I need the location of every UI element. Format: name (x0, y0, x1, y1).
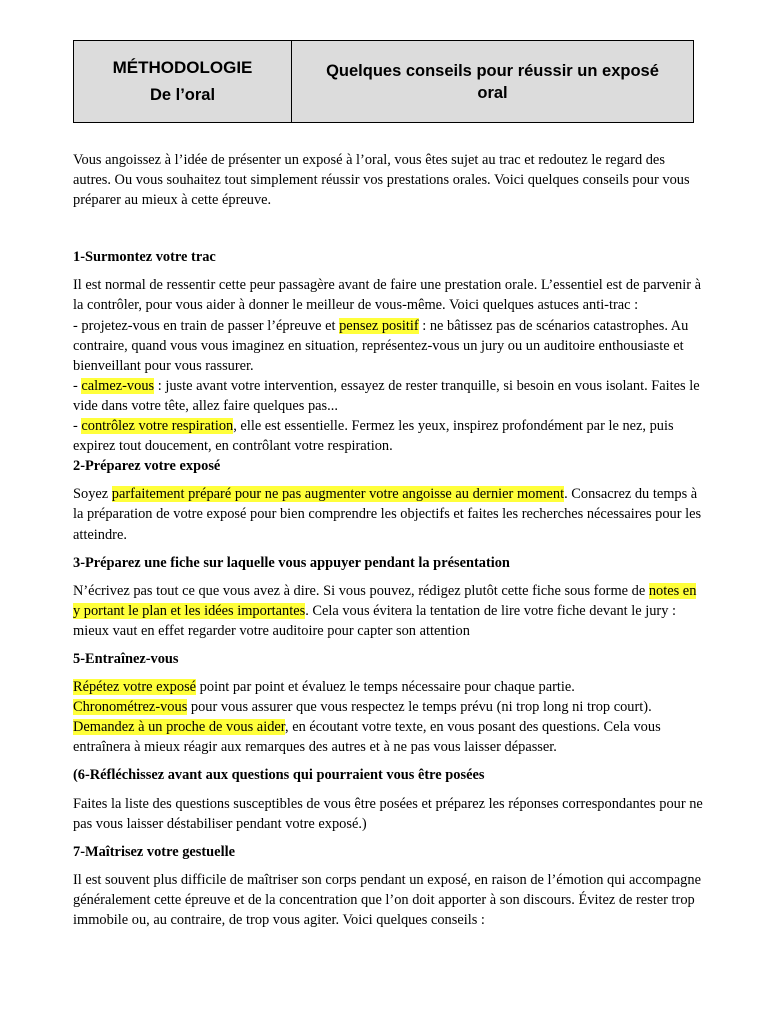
bullet-text: , elle est essentielle. Fermez les yeux, inspirez profondément par le nez, puis expirez tout doucement, en contrôlant votre respiration. (73, 418, 674, 455)
intro-paragraph: Vous angoissez à l’idée de présenter un exposé à l’oral, vous êtes sujet au trac et redoutez le regard des autres. Ou vous souhaitez tout simplement réussir vos prestations orales. Voici quelques conseils pour vous préparer au mieux à cette épreuve. (73, 152, 690, 209)
highlight: notes en y portant le plan et les idées importantes (73, 582, 697, 619)
section-5-heading: 5-Entraînez-vous (73, 650, 179, 667)
document-body (73, 150, 703, 930)
bullet-text: - (73, 418, 82, 435)
section-1-bullet-3 (73, 416, 703, 456)
highlight: pensez positif (339, 317, 419, 334)
paragraph-text: . Consacrez du temps à la préparation de votre exposé pour bien comprendre les objectifs et faites les recherches nécessaires pour les atteindre. (73, 486, 702, 543)
section-5-line-3 (73, 717, 703, 757)
section-7-heading: 7-Maîtrisez votre gestuelle (73, 843, 235, 860)
methodology-title: MÉTHODOLOGIE (112, 58, 253, 77)
section-6-heading: (6-Réfléchissez avant aux questions qui pourraient vous être posées (73, 767, 485, 784)
paragraph-text: . Cela vous évitera la tentation de lire votre fiche devant le jury : mieux vaut en effet regarder votre auditoire pour capter son attention (73, 602, 677, 639)
highlight: contrôlez votre respiration (81, 418, 234, 435)
section-2-paragraph (73, 484, 703, 544)
title-cell-right (292, 41, 693, 122)
paragraph-text: , en écoutant votre texte, en vous posant des questions. Cela vous entraînera à mieux réagir aux remarques des autres et à ne pas vous laisser dépasser. (73, 719, 661, 756)
title-table (73, 40, 694, 123)
section-5-line-2 (73, 697, 703, 717)
highlight: Chronométrez-vous (73, 699, 188, 716)
paragraph-text: pour vous assurer que vous respectez le temps prévu (ni trop long ni trop court). (187, 699, 652, 716)
bullet-text: : juste avant votre intervention, essayez de rester tranquille, si besoin en vous isolant. Faites le vide dans votre tête, allez faire quelques pas... (73, 377, 700, 414)
highlight: parfaitement préparé pour ne pas augmenter votre angoisse au dernier moment (111, 486, 565, 503)
section-3-heading: 3-Préparez une fiche sur laquelle vous appuyer pendant la présentation (73, 554, 510, 571)
bullet-text: - projetez-vous en train de passer l’épreuve et (73, 317, 340, 334)
highlight: calmez-vous (81, 377, 155, 394)
paragraph-text: N’écrivez pas tout ce que vous avez à dire. Si vous pouvez, rédigez plutôt cette fiche sous forme de (73, 582, 649, 599)
paragraph-text: point par point et évaluez le temps nécessaire pour chaque partie. (196, 679, 575, 696)
section-3-paragraph (73, 581, 703, 641)
section-1-bullet-2 (73, 376, 703, 416)
section-6-paragraph: Faites la liste des questions susceptibles de vous être posées et préparez les réponses correspondantes pour ne pas vous laisser déstabiliser pendant votre exposé.) (73, 795, 703, 832)
methodology-subtitle: De l’oral (149, 86, 216, 104)
section-1-paragraph: Il est normal de ressentir cette peur passagère avant de faire une prestation orale. L’essentiel est de parvenir à la contrôler, pour vous aider à donner le meilleur de vous-même. Voici quelques astuces anti-trac : (73, 277, 701, 314)
document-title: Quelques conseils pour réussir un exposé oral (326, 61, 659, 102)
paragraph-text: Soyez (73, 486, 112, 503)
section-1-heading: 1-Surmontez votre trac (73, 249, 216, 266)
section-2-heading: 2-Préparez votre exposé (73, 458, 221, 475)
section-1-bullet-1 (73, 316, 703, 376)
section-5-line-1 (73, 677, 703, 697)
bullet-text: - (73, 377, 82, 394)
highlight: Demandez à un proche de vous aider (73, 719, 285, 736)
section-7-paragraph: Il est souvent plus difficile de maîtriser son corps pendant un exposé, en raison de l’émotion qui accompagne généralement cette épreuve et de la concentration que l’on doit apporter à son discours. Évitez de rester trop immobile ou, au contraire, de trop vous agiter. Voici quelques conseils : (73, 871, 701, 928)
bullet-text: : ne bâtissez pas de scénarios catastrophes. Au contraire, quand vous vous imaginez en situation, représentez-vous un jury ou un auditoire enthousiaste et bienveillant pour vous rassurer. (73, 317, 689, 374)
highlight: Répétez votre exposé (73, 679, 197, 696)
title-cell-left (74, 41, 292, 122)
